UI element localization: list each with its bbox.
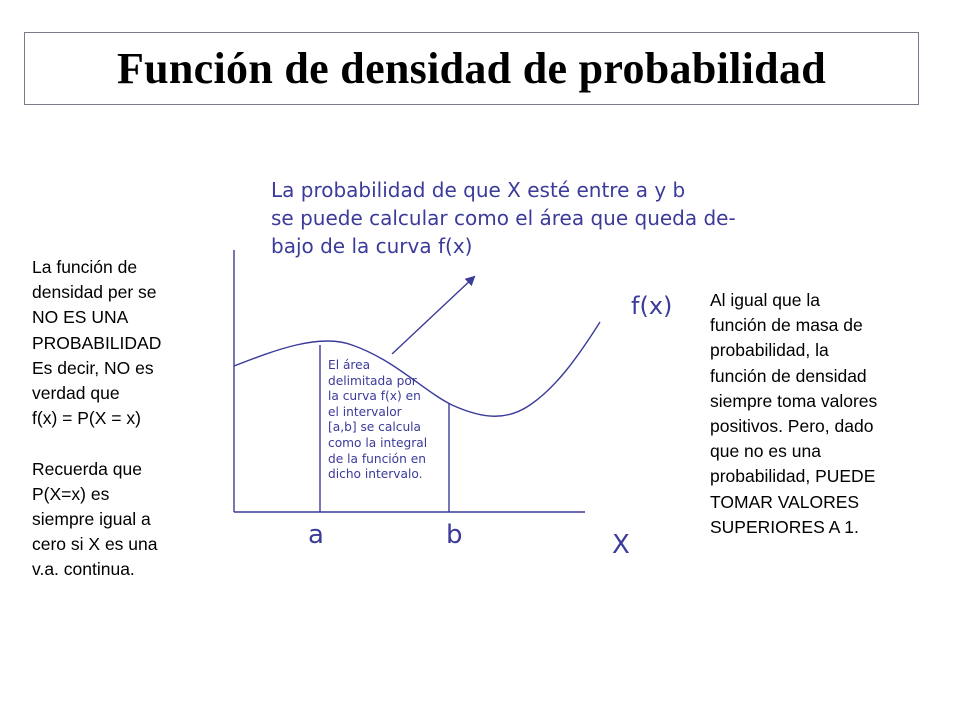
bound-b-label: b bbox=[446, 520, 463, 550]
probability-note-line: bajo de la curva f(x) bbox=[271, 234, 473, 258]
right-note-line: función de densidad bbox=[710, 365, 867, 386]
curve-label: f(x) bbox=[631, 292, 673, 320]
right-note-line: probabilidad, PUEDE bbox=[710, 466, 876, 487]
page-title: Función de densidad de probabilidad bbox=[116, 44, 827, 93]
left-note-line: densidad per se bbox=[32, 282, 157, 303]
left-note-line: verdad que bbox=[32, 383, 120, 404]
right-note-line: siempre toma valores bbox=[710, 390, 878, 411]
area-note-line: la curva f(x) en bbox=[328, 389, 421, 404]
left-note-line: PROBABILIDAD bbox=[32, 332, 162, 353]
right-note-line: positivos. Pero, dado bbox=[710, 416, 874, 437]
left-note-line: f(x) = P(X = x) bbox=[32, 408, 141, 429]
area-note-line: [a,b] se calcula bbox=[328, 420, 422, 435]
left-note-line: v.a. continua. bbox=[32, 559, 135, 580]
x-axis-label: X bbox=[612, 530, 630, 560]
left-note-line: siempre igual a bbox=[32, 509, 151, 530]
left-note-line: Recuerda que bbox=[32, 458, 142, 479]
right-note-line: probabilidad, la bbox=[710, 340, 829, 361]
area-note-line: dicho intervalo. bbox=[328, 467, 423, 482]
left-note-line: NO ES UNA bbox=[32, 307, 129, 328]
area-note-line: de la función en bbox=[328, 451, 426, 466]
right-note-line: TOMAR VALORES bbox=[710, 491, 860, 512]
area-note-line: el intervalor bbox=[328, 404, 402, 419]
left-note-line: La función de bbox=[32, 257, 138, 277]
left-note-line: P(X=x) es bbox=[32, 483, 110, 504]
bound-a-label: a bbox=[308, 520, 324, 550]
left-note-line: Es decir, NO es bbox=[32, 357, 154, 378]
right-note-line: función de masa de bbox=[710, 315, 863, 336]
area-note-line: delimitada por bbox=[328, 373, 417, 388]
area-note-line: como la integral bbox=[328, 435, 428, 450]
probability-note-line: se puede calcular como el área que queda de- bbox=[271, 206, 736, 230]
area-note bbox=[328, 358, 427, 483]
pointer-arrow bbox=[392, 277, 474, 354]
area-note-line: El área bbox=[328, 358, 371, 372]
probability-note-line: La probabilidad de que X esté entre a y b bbox=[271, 178, 686, 202]
right-note-line: que no es una bbox=[710, 441, 821, 462]
right-note-line: Al igual que la bbox=[710, 290, 820, 310]
left-note-line: cero si X es una bbox=[32, 534, 158, 555]
right-note-line: SUPERIORES A 1. bbox=[710, 516, 859, 537]
